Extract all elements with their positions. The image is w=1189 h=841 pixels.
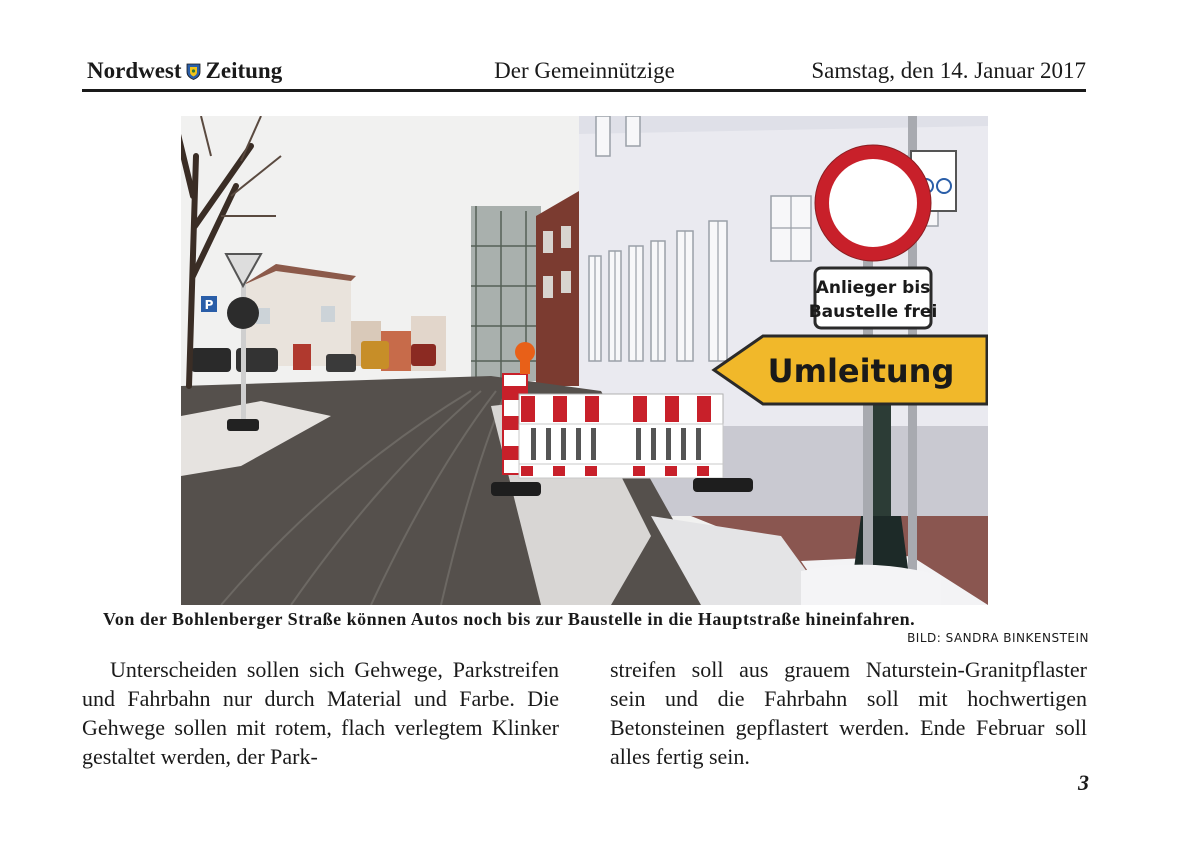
page-number: 3 [1078, 770, 1089, 795]
article-column-2 [610, 655, 1087, 771]
umleitung-sign-text: Umleitung [767, 352, 955, 390]
article-paragraph-1: Unterscheiden sollen sich Gehwege, Parkstreifen und Fahrbahn nur durch Material und Farbe. Die Gehwege sollen mit rotem, flach verlegtem Klinker gestaltet werden, der Park- [82, 657, 559, 769]
anlieger-sign-line1: Anlieger bis [815, 278, 931, 298]
article-column-1 [82, 655, 559, 771]
article-photo [181, 116, 988, 605]
photo-caption: Von der Bohlenberger Straße können Autos noch bis zur Baustelle in die Hauptstraße hineinfahren. [103, 609, 916, 629]
page-header [83, 58, 1086, 90]
anlieger-sign-line2: Baustelle frei [808, 302, 938, 322]
issue-date: Samstag, den 14. Januar 2017 [811, 58, 1086, 83]
masthead-right: Zeitung [205, 58, 283, 83]
header-rule [82, 89, 1086, 92]
parking-sign-text: P [204, 298, 214, 312]
section-title: Der Gemeinnützige [494, 58, 675, 83]
masthead-left: Nordwest [87, 58, 182, 83]
article-paragraph-2: streifen soll aus grauem Naturstein-Granitpflaster sein und die Fahrbahn soll mit hochwertigen Betonsteinen gepflastert werden. Ende Februar soll alles fertig sein. [610, 657, 1087, 769]
photo-credit: BILD: SANDRA BINKENSTEIN [907, 631, 1089, 645]
